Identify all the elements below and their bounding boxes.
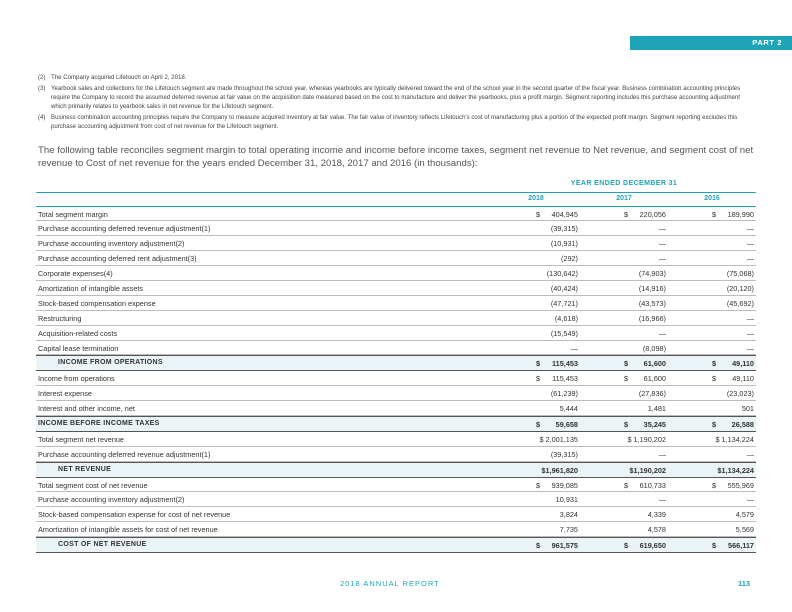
table-row	[36, 281, 756, 296]
value-cell-2016: (45,692)	[726, 298, 754, 308]
value-cell-2016: 4,579	[735, 510, 754, 520]
footnote-number: (2)	[38, 74, 46, 81]
currency-symbol: $	[536, 374, 541, 384]
value-cell-2017: (74,903)	[638, 269, 666, 279]
table-row	[36, 478, 756, 493]
value-cell-2017: (16,966)	[638, 313, 666, 323]
value-cell-2018: (47,721)	[550, 298, 578, 308]
currency-symbol: $	[624, 209, 629, 219]
value-cell-2018: (10,931)	[550, 239, 578, 249]
value-cell-2016: $1,134,224	[717, 465, 754, 475]
table-row	[36, 432, 756, 447]
value-cell-2017: 35,245	[643, 419, 666, 429]
value-cell-2016: (23,023)	[726, 389, 754, 399]
table-row	[36, 386, 756, 401]
row-label: Total segment margin	[38, 209, 108, 219]
row-label: Purchase accounting deferred rent adjustment(3)	[38, 254, 197, 264]
row-label: Purchase accounting deferred revenue adjustment(1)	[38, 224, 211, 234]
footnote	[38, 85, 756, 111]
row-label: Interest expense	[38, 389, 92, 399]
value-cell-2016: —	[746, 313, 754, 323]
row-label: COST OF NET REVENUE	[58, 541, 147, 549]
table-body	[36, 207, 756, 553]
value-cell-2017: —	[658, 449, 666, 459]
table-row	[36, 371, 756, 386]
value-cell-2017: $1,190,202	[629, 465, 666, 475]
value-cell-2017: 61,600	[643, 359, 666, 369]
page-number: 113	[738, 579, 751, 588]
value-cell-2016: 26,588	[731, 419, 754, 429]
table-row	[36, 296, 756, 311]
table-row	[36, 221, 756, 236]
year-2017: 2017	[616, 195, 632, 202]
value-cell-2017: 220,056	[639, 209, 666, 219]
value-cell-2017: —	[658, 224, 666, 234]
currency-symbol: $	[712, 541, 717, 551]
value-cell-2018: $ 2,001,135	[539, 434, 578, 444]
value-cell-2018: 59,658	[555, 419, 578, 429]
table-row	[36, 401, 756, 416]
value-cell-2018: —	[570, 343, 578, 353]
table-row	[36, 236, 756, 251]
value-cell-2018: (39,315)	[550, 224, 578, 234]
row-label: Purchase accounting inventory adjustment(2)	[38, 239, 185, 249]
value-cell-2017: 4,578	[647, 525, 666, 535]
value-cell-2016: 189,990	[727, 209, 754, 219]
year-2016: 2016	[704, 195, 720, 202]
value-cell-2017: (8,098)	[642, 343, 666, 353]
value-cell-2017: $ 1,190,202	[627, 434, 666, 444]
value-cell-2017: (27,836)	[638, 389, 666, 399]
footnote-number: (3)	[38, 85, 46, 93]
table-row	[36, 311, 756, 326]
row-label: INCOME BEFORE INCOME TAXES	[38, 419, 160, 427]
value-cell-2017: —	[658, 495, 666, 505]
value-cell-2016: (75,068)	[726, 269, 754, 279]
value-cell-2018: (39,315)	[550, 449, 578, 459]
footer-report-title: 2018 ANNUAL REPORT	[340, 579, 440, 588]
value-cell-2016: —	[746, 254, 754, 264]
row-label: Capital lease termination	[38, 343, 119, 353]
value-cell-2016: —	[746, 328, 754, 338]
table-row	[36, 341, 756, 356]
value-cell-2018: 5,444	[559, 404, 578, 414]
value-cell-2018: (130,642)	[546, 269, 578, 279]
table-row	[36, 447, 756, 462]
value-cell-2016: 49,110	[732, 374, 754, 384]
table-row	[36, 251, 756, 266]
table-row	[36, 207, 756, 222]
value-cell-2018: 939,085	[551, 480, 578, 490]
currency-symbol: $	[712, 419, 717, 429]
footnote-text: The Company acquired Lifetouch on April 2, 2018.	[51, 74, 187, 81]
value-cell-2016: 566,117	[728, 541, 754, 551]
value-cell-2018: 115,453	[552, 374, 578, 384]
value-cell-2017: —	[658, 254, 666, 264]
value-cell-2017: 619,650	[639, 541, 666, 551]
part-banner: PART 2	[630, 36, 792, 50]
value-cell-2016: —	[746, 239, 754, 249]
table-row	[36, 507, 756, 522]
value-cell-2018: 404,945	[551, 209, 578, 219]
currency-symbol: $	[536, 480, 541, 490]
table-row	[36, 355, 756, 371]
period-header-label: YEAR ENDED DECEMBER 31	[570, 180, 678, 187]
currency-symbol: $	[536, 209, 541, 219]
row-label: Interest and other income, net	[38, 404, 135, 414]
reconciliation-table	[36, 179, 756, 553]
value-cell-2017: 610,733	[639, 480, 666, 490]
value-cell-2018: 7,735	[559, 525, 578, 535]
value-cell-2018: 961,575	[551, 541, 578, 551]
currency-symbol: $	[712, 359, 717, 369]
currency-symbol: $	[536, 359, 541, 369]
footnote-text: Yearbook sales and collections for the Lifetouch segment are made throughout the school year, whereas yearbooks are typically delivered toward the end of the school year in the second quarter of the fiscal year. Business combination accounting principles require the Company to record the assumed deferred revenue at fair value on the acquisition date measured based on the cost to manufacture and deliver the yearbooks, plus a profit margin. Segment reporting includes this purchase accounting adjustment which primarily relates to yearbook sales in net revenue for the Lifetouch segment.	[51, 85, 741, 110]
value-cell-2018: (40,424)	[550, 283, 578, 293]
currency-symbol: $	[536, 419, 541, 429]
value-cell-2016: (20,120)	[726, 283, 754, 293]
period-header	[36, 179, 756, 193]
row-label: Acquisition-related costs	[38, 328, 118, 338]
currency-symbol: $	[712, 480, 717, 490]
row-label: Income from operations	[38, 374, 115, 384]
row-label: Restructuring	[38, 313, 82, 323]
row-label: Total segment cost of net revenue	[38, 480, 148, 490]
value-cell-2018: 3,824	[559, 510, 578, 520]
table-row	[36, 416, 756, 432]
footnote	[38, 74, 756, 83]
footnotes	[38, 74, 756, 135]
value-cell-2018: $1,961,820	[541, 465, 578, 475]
value-cell-2018: 10,931	[555, 495, 578, 505]
row-label: Stock-based compensation expense for cost of net revenue	[38, 510, 231, 520]
row-label: INCOME FROM OPERATIONS	[58, 359, 163, 367]
currency-symbol: $	[536, 541, 541, 551]
year-2018: 2018	[528, 195, 544, 202]
table-row	[36, 492, 756, 507]
value-cell-2017: —	[658, 239, 666, 249]
value-cell-2016: —	[746, 224, 754, 234]
value-cell-2018: 115,453	[552, 359, 578, 369]
value-cell-2016: 555,969	[727, 480, 754, 490]
value-cell-2016: —	[746, 449, 754, 459]
table-row	[36, 537, 756, 553]
row-label: Amortization of intangible assets for cost of net revenue	[38, 525, 218, 535]
footnote	[38, 114, 756, 132]
row-label: Stock-based compensation expense	[38, 298, 156, 308]
value-cell-2017: —	[658, 328, 666, 338]
value-cell-2017: 61,600	[643, 374, 666, 384]
row-label: Purchase accounting inventory adjustment(2)	[38, 495, 185, 505]
table-row	[36, 326, 756, 341]
footnote-number: (4)	[38, 114, 46, 122]
currency-symbol: $	[624, 541, 629, 551]
value-cell-2018: (292)	[560, 254, 578, 264]
currency-symbol: $	[624, 419, 629, 429]
value-cell-2017: 1,481	[647, 404, 666, 414]
table-row	[36, 462, 756, 478]
currency-symbol: $	[624, 480, 629, 490]
currency-symbol: $	[624, 359, 629, 369]
value-cell-2018: (61,239)	[550, 389, 578, 399]
value-cell-2016: —	[746, 495, 754, 505]
currency-symbol: $	[624, 374, 629, 384]
value-cell-2017: (43,573)	[638, 298, 666, 308]
row-label: Corporate expenses(4)	[38, 269, 113, 279]
currency-symbol: $	[712, 374, 717, 384]
value-cell-2017: 4,339	[647, 510, 666, 520]
value-cell-2016: 501	[741, 404, 754, 414]
currency-symbol: $	[712, 209, 717, 219]
value-cell-2018: (15,549)	[550, 328, 578, 338]
row-label: NET REVENUE	[58, 465, 112, 473]
row-label: Total segment net revenue	[38, 434, 124, 444]
value-cell-2016: $ 1,134,224	[715, 434, 754, 444]
table-row	[36, 266, 756, 281]
value-cell-2017: (14,916)	[638, 283, 666, 293]
row-label: Purchase accounting deferred revenue adjustment(1)	[38, 449, 211, 459]
row-label: Amortization of intangible assets	[38, 283, 144, 293]
value-cell-2016: 5,569	[735, 525, 754, 535]
year-header-row	[36, 193, 756, 207]
table-row	[36, 522, 756, 537]
value-cell-2016: —	[746, 343, 754, 353]
value-cell-2018: (4,618)	[554, 313, 578, 323]
value-cell-2016: 49,110	[732, 359, 754, 369]
intro-paragraph: The following table reconciles segment margin to total operating income and income before income taxes, segment net revenue to Net revenue, and segment cost of net revenue to Cost of net revenue for the years ended December 31, 2018, 2017 and 2016 (in thousands):	[38, 145, 754, 170]
footnote-text: Business combination accounting principles require the Company to measure acquired inventory at fair value. The fair value of inventory reflects Lifetouch's cost of manufacturing plus a portion of the expected profit margin. Segment reporting excludes this purchase accounting adjustment from cost of net revenue for the Lifetouch segment.	[51, 114, 738, 131]
